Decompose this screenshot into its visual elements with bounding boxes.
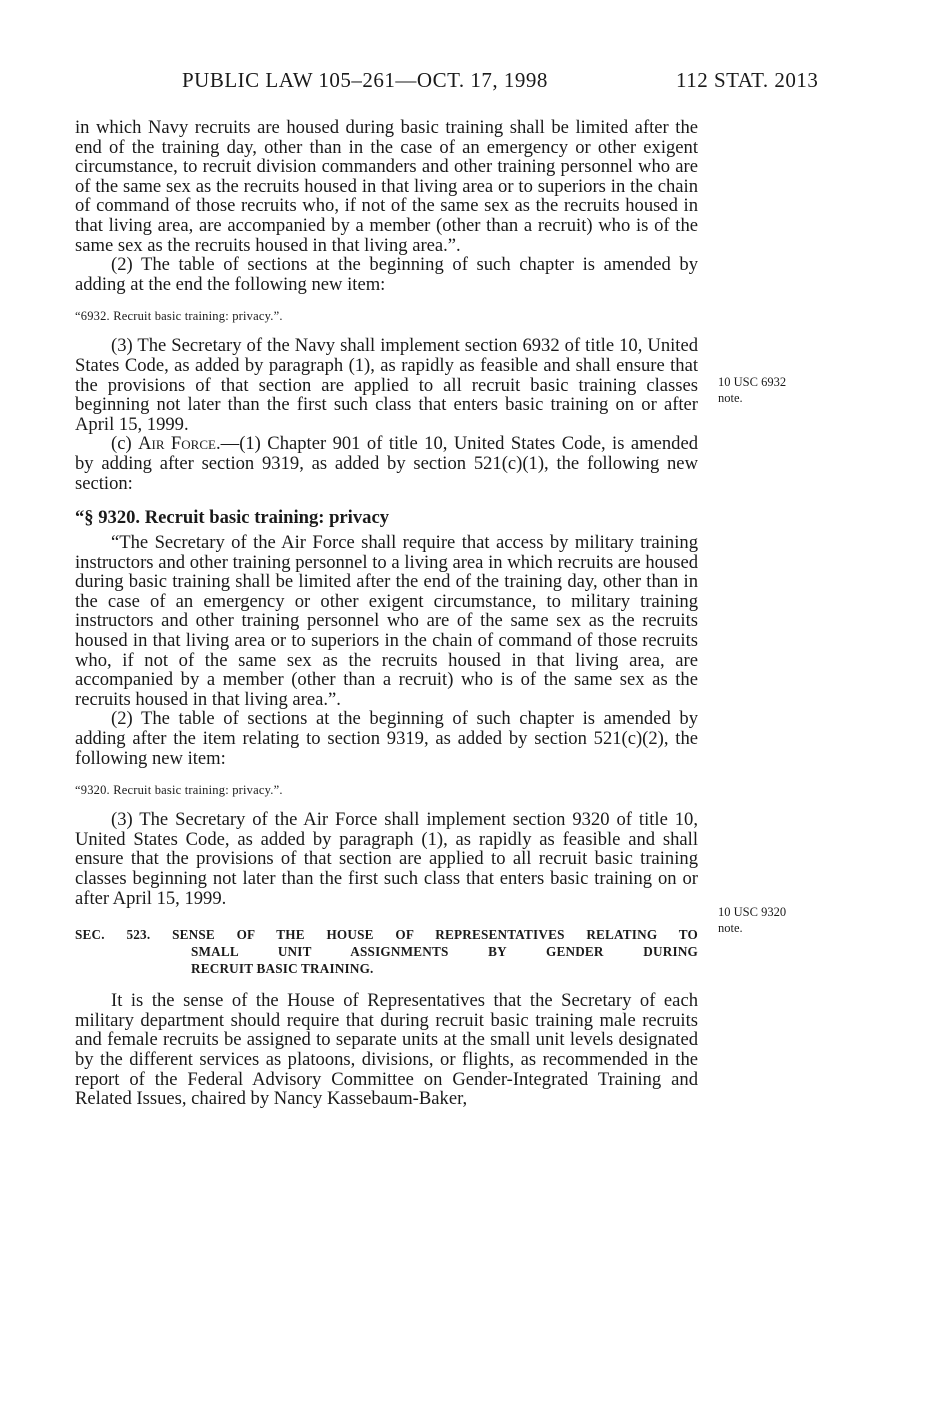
- margin-note-6932: [718, 374, 828, 406]
- sec-523-heading-line-2: SMALL UNIT ASSIGNMENTS BY GENDER DURING: [191, 944, 698, 960]
- paragraph-continuation: in which Navy recruits are housed during basic training shall be limited after the end of the training day, other than in the case of an emergency or other exigent circumstance, to recruit division commanders and other training personnel who are of the same sex as the recruits housed in that living area or to superiors in the chain of command of those recruits who, if not of the same sex as the recruits housed in that living area, are accompanied by a member (other than a recruit) who is of the same sex as the recruits housed in that living area.”.: [75, 117, 698, 256]
- paragraph-3: (3) The Secretary of the Navy shall implement section 6932 of title 10, United States Code, as added by paragraph (1), as rapidly as feasible and shall ensure that the provisions of that section are applied to all recruit basic training classes beginning not later than the first such class that enters basic training on or after April 15, 1999.: [75, 335, 698, 435]
- margin-note-9320-note: note.: [718, 921, 743, 935]
- sec-523-heading-line-3: RECRUIT BASIC TRAINING.: [191, 961, 374, 977]
- paragraph-7: (3) The Secretary of the Air Force shall implement section 9320 of title 10, United States Code, as added by paragraph (1), as rapidly as feasible and shall ensure that the provisions of that section are applied to all recruit basic training classes beginning not later than the first such class that enters basic training on or after April 15, 1999.: [75, 809, 698, 909]
- page-header: [0, 68, 945, 98]
- paragraph-6: (2) The table of sections at the beginning of such chapter is amended by adding after the item relating to section 9319, as added by section 521(c)(2), the following new item:: [75, 708, 698, 769]
- air-force-heading: Air Force: [138, 433, 216, 455]
- paragraph-c-lead: (c): [111, 433, 139, 455]
- section-9320-heading: “§ 9320. Recruit basic training: privacy: [75, 507, 389, 529]
- sec-523-heading: [75, 926, 698, 977]
- paragraph-2: (2) The table of sections at the beginning of such chapter is amended by adding at the end the following new item:: [75, 254, 698, 295]
- table-item-6932: “6932. Recruit basic training: privacy.”.: [75, 309, 283, 324]
- section-9320-text: “The Secretary of the Air Force shall require that access by military training instructors and other training personnel to a living area in which recruits are housed during basic training shall be limited after the end of the training day, other than in the case of an emergency or other exigent circumstance, to military training instructors and other training personnel who are of the same sex as the recruits housed in that living area or to superiors in the chain of command of those recruits who, if not of the same sex as the recruits housed in that living area, are accompanied by a member (other than a recruit) who is of the same sex as the recruits housed in that living area.”.: [75, 532, 698, 710]
- table-item-9320: “9320. Recruit basic training: privacy.”.: [75, 783, 283, 798]
- margin-note-9320: [718, 904, 828, 936]
- sec-523-heading-line-1: SEC. 523. SENSE OF THE HOUSE OF REPRESENTATIVES RELATING TO: [75, 927, 698, 943]
- stat-page-number: 112 STAT. 2013: [676, 68, 819, 92]
- paragraph-c-text: .—(1) Chapter 901 of title 10, United States Code, is amended by adding after section 9319, as added by section 521(c)(1), the following new section:: [75, 433, 698, 494]
- running-title: PUBLIC LAW 105–261—OCT. 17, 1998: [182, 68, 548, 92]
- margin-note-6932-note: note.: [718, 391, 743, 405]
- paragraph-c-air-force: [75, 434, 698, 493]
- margin-note-9320-cite: 10 USC 9320: [718, 905, 787, 919]
- margin-note-6932-cite: 10 USC 6932: [718, 375, 787, 389]
- body-text: [75, 118, 698, 1109]
- sec-523-text: It is the sense of the House of Representatives that the Secretary of each military department should require that during recruit basic training male recruits and female recruits be assigned to separate units at the small unit levels designated by the different services as platoons, divisions, or flights, as recommended in the report of the Federal Advisory Committee on Gender-Integrated Training and Related Issues, chaired by Nancy Kassebaum-Baker,: [75, 990, 698, 1110]
